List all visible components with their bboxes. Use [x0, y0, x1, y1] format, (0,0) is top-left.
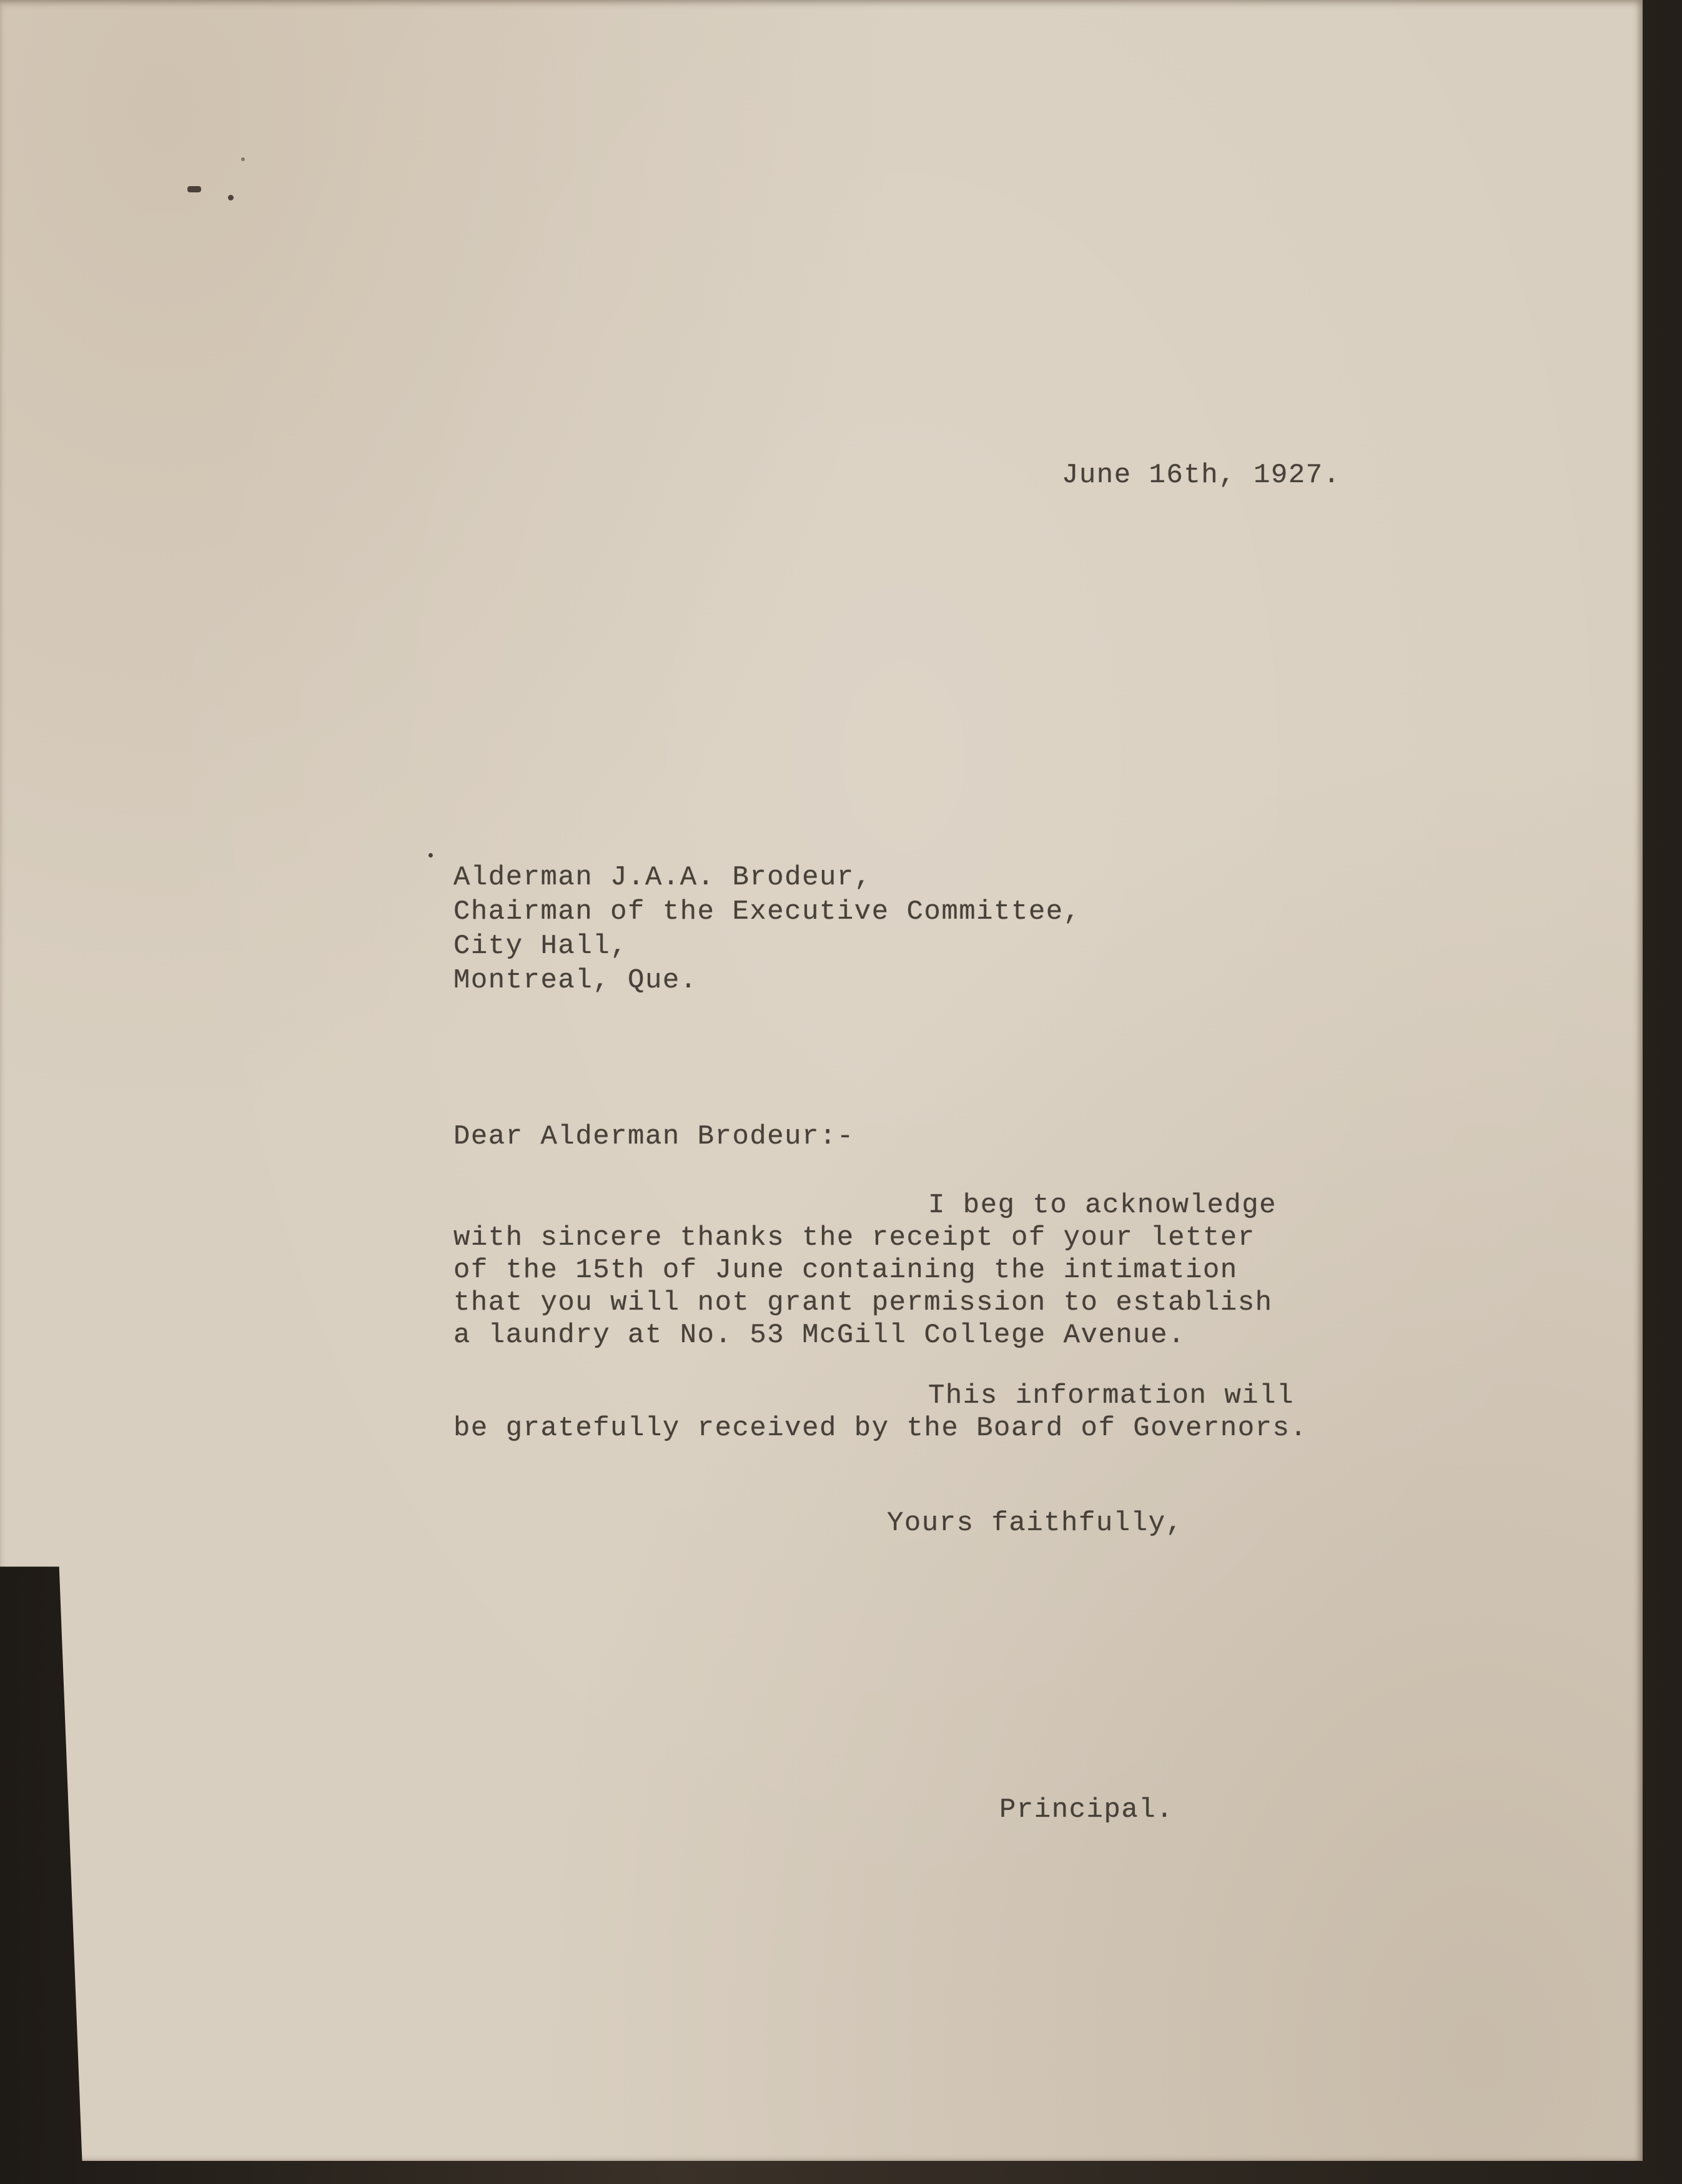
- body-line: with sincere thanks the receipt of your letter: [453, 1222, 1255, 1253]
- ink-mark: [187, 186, 201, 192]
- closing: Yours faithfully,: [887, 1508, 1184, 1539]
- salutation: Dear Alderman Brodeur:-: [453, 1121, 854, 1152]
- recipient-address-line: City Hall,: [453, 931, 628, 962]
- ink-mark: [241, 157, 245, 161]
- body-line: This information will: [928, 1380, 1294, 1411]
- body-line: I beg to acknowledge: [928, 1190, 1277, 1221]
- recipient-title: Chairman of the Executive Committee,: [453, 896, 1081, 927]
- body-line: a laundry at No. 53 McGill College Avenue.: [453, 1320, 1185, 1351]
- recipient-name: Alderman J.A.A. Brodeur,: [453, 862, 872, 893]
- letter-date: June 16th, 1927.: [1062, 460, 1341, 491]
- ink-mark: [428, 853, 433, 857]
- ink-mark: [228, 195, 234, 200]
- body-line: that you will not grant permission to establish: [453, 1287, 1273, 1318]
- body-line: be gratefully received by the Board of Governors.: [453, 1413, 1308, 1444]
- signature-title: Principal.: [999, 1794, 1174, 1826]
- recipient-city: Montreal, Que.: [453, 965, 698, 996]
- body-line: of the 15th of June containing the intimation: [453, 1255, 1238, 1286]
